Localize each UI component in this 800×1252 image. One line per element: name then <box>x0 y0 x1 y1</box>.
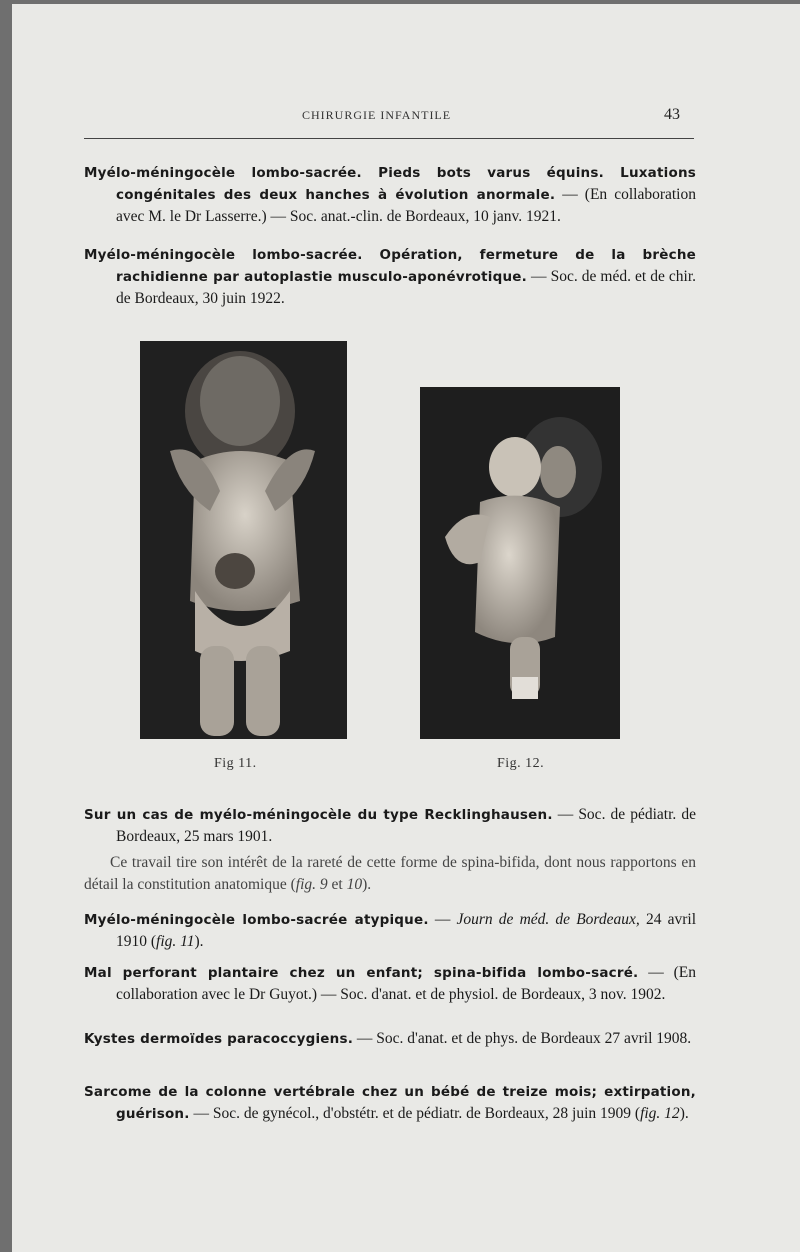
paragraph-text: Ce travail tire son intérêt de la rareté de cette forme de spina-bifida, dont nous rapportons en détail la constitution anatomique ( <box>84 854 696 893</box>
page-header <box>12 108 800 128</box>
entry-title: Myélo-méningocèle lombo-sacrée. Opération, fermeture de la brèche rachidienne par autoplastie musculo-aponévrotique. <box>84 247 696 285</box>
entry-reference: — <box>428 911 457 928</box>
entry-reference: — Soc. de gynécol., d'obstétr. et de pédiatr. de Bordeaux, 28 juin 1909 ( <box>189 1105 641 1122</box>
figure-reference: fig. 12 <box>640 1105 680 1122</box>
bibliography-entry <box>84 244 696 310</box>
entry-title: Mal perforant plantaire chez un enfant; spina-bifida lombo-sacré. <box>84 965 639 981</box>
figure-12-caption: Fig. 12. <box>497 756 545 771</box>
infant-held-photo-icon <box>420 387 620 739</box>
bibliography-entry <box>84 162 696 228</box>
infant-back-photo-icon <box>140 341 347 739</box>
entry-reference: 24 avril 1910 ( <box>116 911 696 950</box>
figure-12-photo <box>420 387 620 739</box>
entry-reference: — Soc. d'anat. et de phys. de Bordeaux 27 avril 1908. <box>353 1030 692 1047</box>
journal-name: Journ de méd. de Bordeaux, <box>456 911 640 928</box>
entry-title: Kystes dermoïdes paracoccygiens. <box>84 1031 354 1047</box>
entry-reference: ). <box>679 1105 689 1122</box>
bibliography-entry <box>84 1028 696 1050</box>
document-page <box>12 4 800 1252</box>
bibliography-entry <box>84 962 696 1006</box>
paragraph-text: et <box>327 876 347 893</box>
entry-reference: — Soc. de pédiatr. de Bordeaux, 25 mars 1901. <box>116 806 696 845</box>
figure-reference: fig. 11 <box>156 933 195 950</box>
entry-reference: — (En collaboration avec M. le Dr Lasserre.) — Soc. anat.-clin. de Bordeaux, 10 janv. 1921. <box>116 186 696 225</box>
figure-reference: fig. 9 <box>295 876 328 893</box>
bibliography-entry <box>84 804 696 848</box>
entry-title: Myélo-méningocèle lombo-sacrée. Pieds bots varus équins. Luxations congénitales des deux hanches à évolution anormale. <box>84 165 696 203</box>
running-head: CHIRURGIE INFANTILE <box>302 108 452 122</box>
entry-reference: ). <box>194 933 204 950</box>
entry-title: Myélo-méningocèle lombo-sacrée atypique. <box>84 912 429 928</box>
entry-title: Sur un cas de myélo-méningocèle du type Recklinghausen. <box>84 807 553 823</box>
figure-11-photo <box>140 341 347 739</box>
paragraph-text: ). <box>362 876 372 893</box>
header-rule <box>84 138 694 139</box>
entry-title: Sarcome de la colonne vertébrale chez un bébé de treize mois; extirpation, guérison. <box>84 1084 696 1122</box>
entry-reference: — (En collaboration avec le Dr Guyot.) — Soc. d'anat. et de physiol. de Bordeaux, 3 nov. 1902. <box>116 964 696 1003</box>
figure-reference: 10 <box>346 876 363 893</box>
figure-11-caption: Fig 11. <box>214 756 257 771</box>
body-paragraph <box>84 852 696 896</box>
entry-reference: — Soc. de méd. et de chir. de Bordeaux, 30 juin 1922. <box>116 268 697 307</box>
bibliography-entry <box>84 1081 696 1125</box>
bibliography-entry <box>84 909 696 953</box>
page-number: 43 <box>664 106 680 123</box>
